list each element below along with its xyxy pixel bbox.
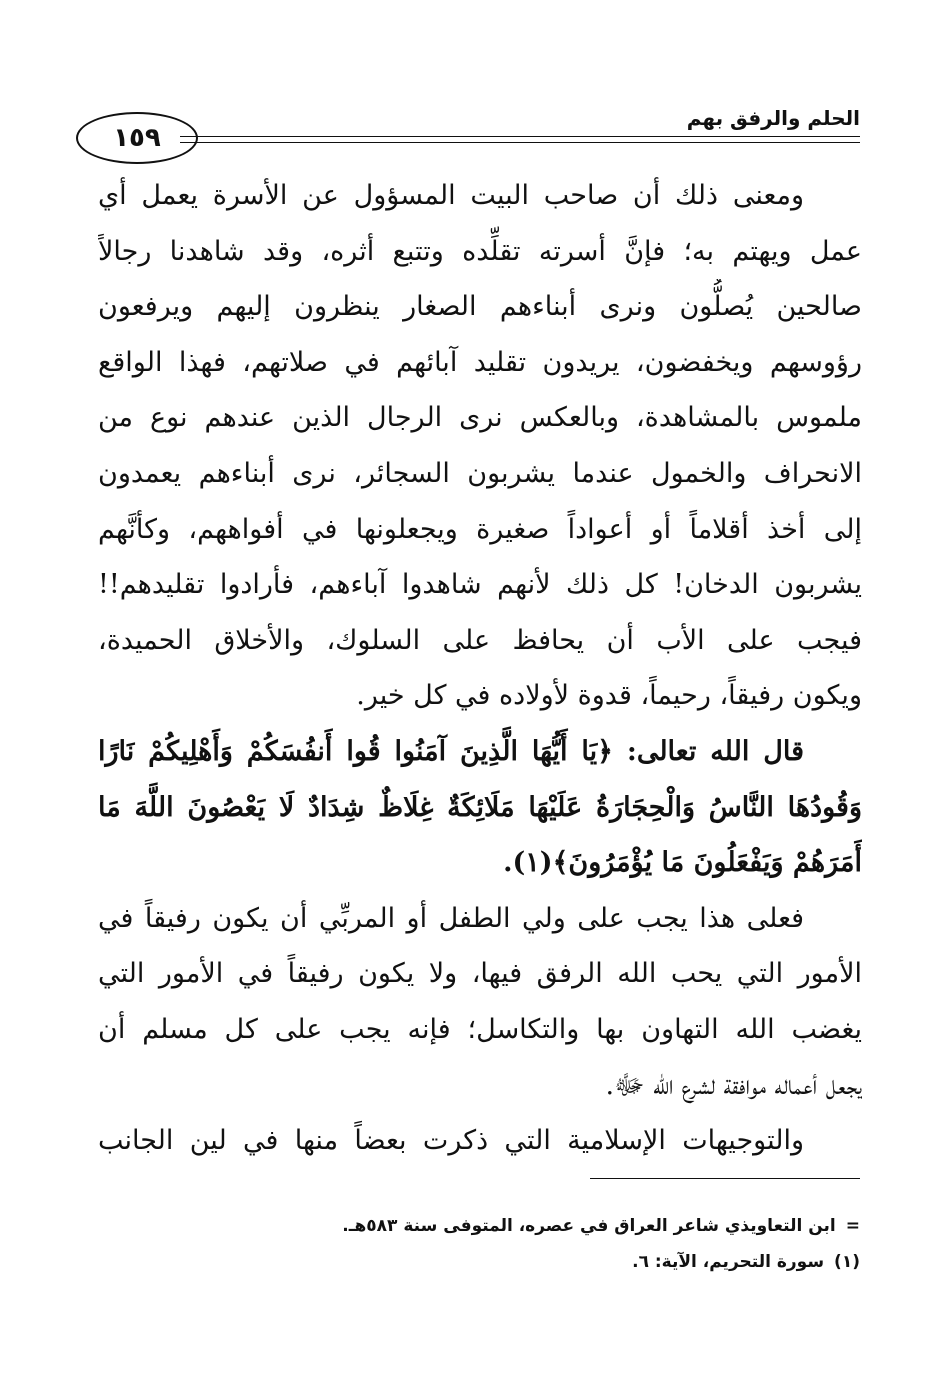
quran-verse-line: وَقُودُهَا النَّاسُ وَالْحِجَارَةُ عَلَيْهَا مَلَائِكَةٌ غِلَاظٌ شِدَادٌ لَا يَعْصُونَ اللَّهَ مَا [98,791,862,823]
body-line: ومعنى ذلك أن صاحب البيت المسؤول عن الأسرة يعمل أي [98,180,804,211]
body-line: الأمور التي يحب الله الرفق فيها، ولا يكون رفيقاً في الأمور التي [98,958,862,990]
footnote-marker: (١) [834,1252,860,1272]
running-title: الحلم والرفق بهم [686,106,860,130]
body-line: عمل ويهتم به؛ فإنَّ أسرته تقلِّده وتتبع أثره، وقد شاهدنا رجالاً [98,235,862,267]
footnote-separator [590,1178,860,1179]
body-line: فيجب على الأب أن يحافظ على السلوك، والأخلاق الحميدة، [98,624,862,656]
footnotes [80,1208,860,1280]
footnote-text: ابن التعاويذي شاعر العراق في عصره، المتوفى سنة ٥٨٣هـ. [342,1216,836,1236]
quran-verse-line: أَمَرَهُمْ وَيَفْعَلُونَ مَا يُؤْمَرُونَ﴾(١). [503,847,862,879]
body-line: يغضب الله التهاون بها والتكاسل؛ فإنه يجب على كل مسلم أن [98,1013,862,1045]
body-line: فعلى هذا يجب على ولي الطفل أو المربِّي أن يكون رفيقاً في [98,902,804,934]
body-line: والتوجيهات الإسلامية التي ذكرت بعضاً منها في لين الجانب [98,1125,804,1157]
body-line: رؤوسهم ويخفضون، يريدون تقليد آبائهم في صلاتهم، فهذا الواقع [98,346,862,378]
body-line: يجعل أعماله موافقة لشرع الله ﷻ. [605,1069,862,1101]
quran-verse-line: قال الله تعالى: ﴿يَا أَيُّهَا الَّذِينَ آمَنُوا قُوا أَنفُسَكُمْ وَأَهْلِيكُمْ نَارًا [98,735,804,767]
body-line: صالحين يُصلُّون ونرى أبناءهم الصغار ينظرون إليهم ويرفعون [98,291,862,323]
page-number: ١٥٩ [113,123,161,153]
header-double-rule [180,136,860,143]
footnote-text: سورة التحريم، الآية: ٦. [632,1252,825,1272]
footnote-marker: = [845,1216,860,1236]
body-line: ويكون رفيقاً، رحيماً، قدوة لأولاده في كل خير. [356,680,862,712]
page-number-oval [76,112,198,164]
body-line: الانحراف والخمول عندما يشربون السجائر، نرى أبناءهم يعمدون [98,457,862,489]
body-line: يشربون الدخان! كل ذلك لأنهم شاهدوا آباءهم، فأرادوا تقليدهم!! [98,569,862,601]
footnote-1 [80,1244,860,1280]
body-text [98,168,862,1169]
footnote-continuation [80,1208,860,1244]
body-line: ملموس بالمشاهدة، وبالعكس نرى الرجال الذين عندهم نوع من [98,402,862,434]
body-line: إلى أخذ أقلاماً أو أعواداً صغيرة ويجعلونها في أفواههم، وكأنَّهم [98,513,862,545]
